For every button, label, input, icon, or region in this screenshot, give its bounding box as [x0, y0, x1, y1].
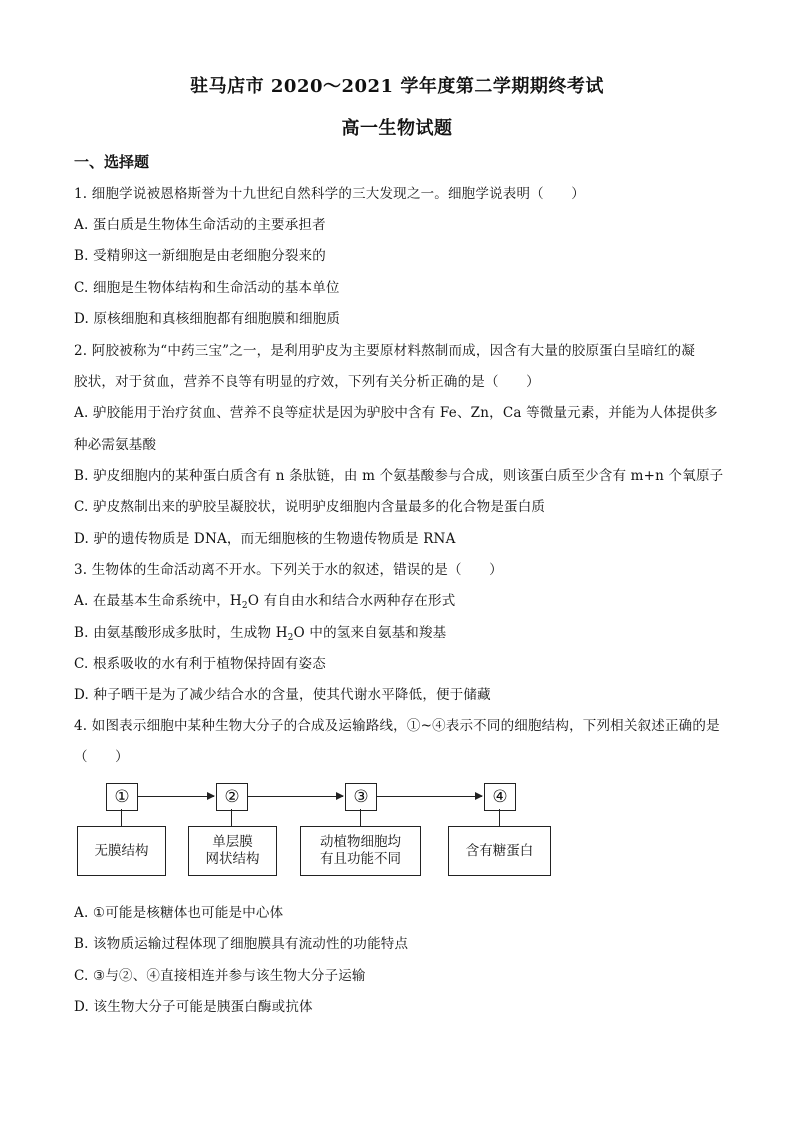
- q2-option-d: D. 驴的遗传物质是 DNA，而无细胞核的生物遗传物质是 RNA: [74, 531, 456, 547]
- structure-3-node: ③: [345, 783, 377, 811]
- structure-2-desc: [188, 826, 277, 876]
- q1-option-d: D. 原核细胞和真核细胞都有细胞膜和细胞质: [74, 311, 341, 327]
- structure-3-desc-line2: 有且功能不同: [320, 851, 401, 867]
- structure-1-node: ①: [106, 783, 138, 811]
- structure-2-desc-line2: 网状结构: [205, 851, 260, 867]
- structure-4-desc: [448, 826, 551, 876]
- structure-4-desc-text: 含有糖蛋白: [465, 842, 534, 859]
- structure-1-desc: [77, 826, 166, 876]
- q2-option-b: B. 驴皮细胞内的某种蛋白质含有 n 条肽链，由 m 个氨基酸参与合成，则该蛋白质至少含有 m+n 个氧原子: [74, 468, 724, 484]
- structure-2-desc-line1: 单层膜: [212, 834, 253, 850]
- exam-title: 驻马店市 2020～2021 学年度第二学期期终考试: [190, 76, 604, 97]
- q3-option-a: [74, 589, 455, 609]
- q3-option-d: D. 种子晒干是为了减少结合水的含量，使其代谢水平降低，便于储藏: [74, 687, 491, 703]
- q4-stem-line1: 4. 如图表示细胞中某种生物大分子的合成及运输路线，①~④表示不同的细胞结构，下列相关叙述正确的是: [74, 718, 720, 734]
- structure-3-desc: [300, 826, 421, 876]
- structure-4-node: ④: [484, 783, 516, 811]
- q2-option-c: C. 驴皮熬制出来的驴胶呈凝胶状，说明驴皮细胞内含量最多的化合物是蛋白质: [74, 499, 546, 515]
- q3-b-subscript: 2: [287, 633, 294, 643]
- q3-a-pre: A. 在最基本生命系统中，H: [74, 593, 242, 609]
- q2-stem-line2: 胶状，对于贫血，营养不良等有明显的疗效，下列有关分析正确的是（ ）: [74, 374, 540, 390]
- connector-2: [231, 809, 232, 826]
- q4-option-a: A. ①可能是核糖体也可能是中心体: [74, 905, 284, 921]
- q2-option-a-line2: 种必需氨基酸: [74, 437, 157, 453]
- q4-stem-line2: （ ）: [74, 749, 129, 765]
- arrow-2-to-3: [248, 796, 343, 797]
- q4-option-c: C. ③与②、④直接相连并参与该生物大分子运输: [74, 968, 366, 984]
- q2-option-a-line1: A. 驴胶能用于治疗贫血、营养不良等症状是因为驴胶中含有 Fe、Zn，Ca 等微量元素，并能为人体提供多: [74, 405, 718, 421]
- q1-option-c: C. 细胞是生物体结构和生命活动的基本单位: [74, 280, 340, 296]
- q1-stem: 1. 细胞学说被恩格斯誉为十九世纪自然科学的三大发现之一。细胞学说表明（ ）: [74, 186, 585, 202]
- q2-stem-line1: 2. 阿胶被称为“中药三宝”之一，是利用驴皮为主要原材料熬制而成，因含有大量的胶原蛋白呈暗红的凝: [74, 343, 696, 359]
- structure-3-desc-line1: 动植物细胞均: [320, 834, 401, 850]
- q4-option-d: D. 该生物大分子可能是胰蛋白酶或抗体: [74, 999, 313, 1015]
- q3-b-pre: B. 由氨基酸形成多肽时，生成物 H: [74, 625, 288, 641]
- connector-1: [121, 809, 122, 826]
- q1-option-a: A. 蛋白质是生物体生命活动的主要承担者: [74, 217, 326, 233]
- exam-subtitle: 高一生物试题: [341, 118, 453, 139]
- q3-a-subscript: 2: [241, 601, 248, 611]
- q3-stem: 3. 生物体的生命活动离不开水。下列关于水的叙述，错误的是（ ）: [74, 562, 503, 578]
- arrow-3-to-4: [377, 796, 482, 797]
- q3-option-c: C. 根系吸收的水有利于植物保持固有姿态: [74, 656, 326, 672]
- q3-option-b: [74, 621, 446, 641]
- connector-3: [360, 809, 361, 826]
- q4-option-b: B. 该物质运输过程体现了细胞膜具有流动性的功能特点: [74, 936, 409, 952]
- connector-4: [499, 809, 500, 826]
- q3-a-post: O 有自由水和结合水两种存在形式: [247, 593, 456, 609]
- arrow-1-to-2: [138, 796, 214, 797]
- q3-b-post: O 中的氢来自氨基和羧基: [293, 625, 447, 641]
- structure-2-node: ②: [216, 783, 248, 811]
- structure-1-desc-text: 无膜结构: [94, 842, 149, 859]
- section-heading: 一、选择题: [74, 153, 150, 171]
- q1-option-b: B. 受精卵这一新细胞是由老细胞分裂来的: [74, 248, 327, 264]
